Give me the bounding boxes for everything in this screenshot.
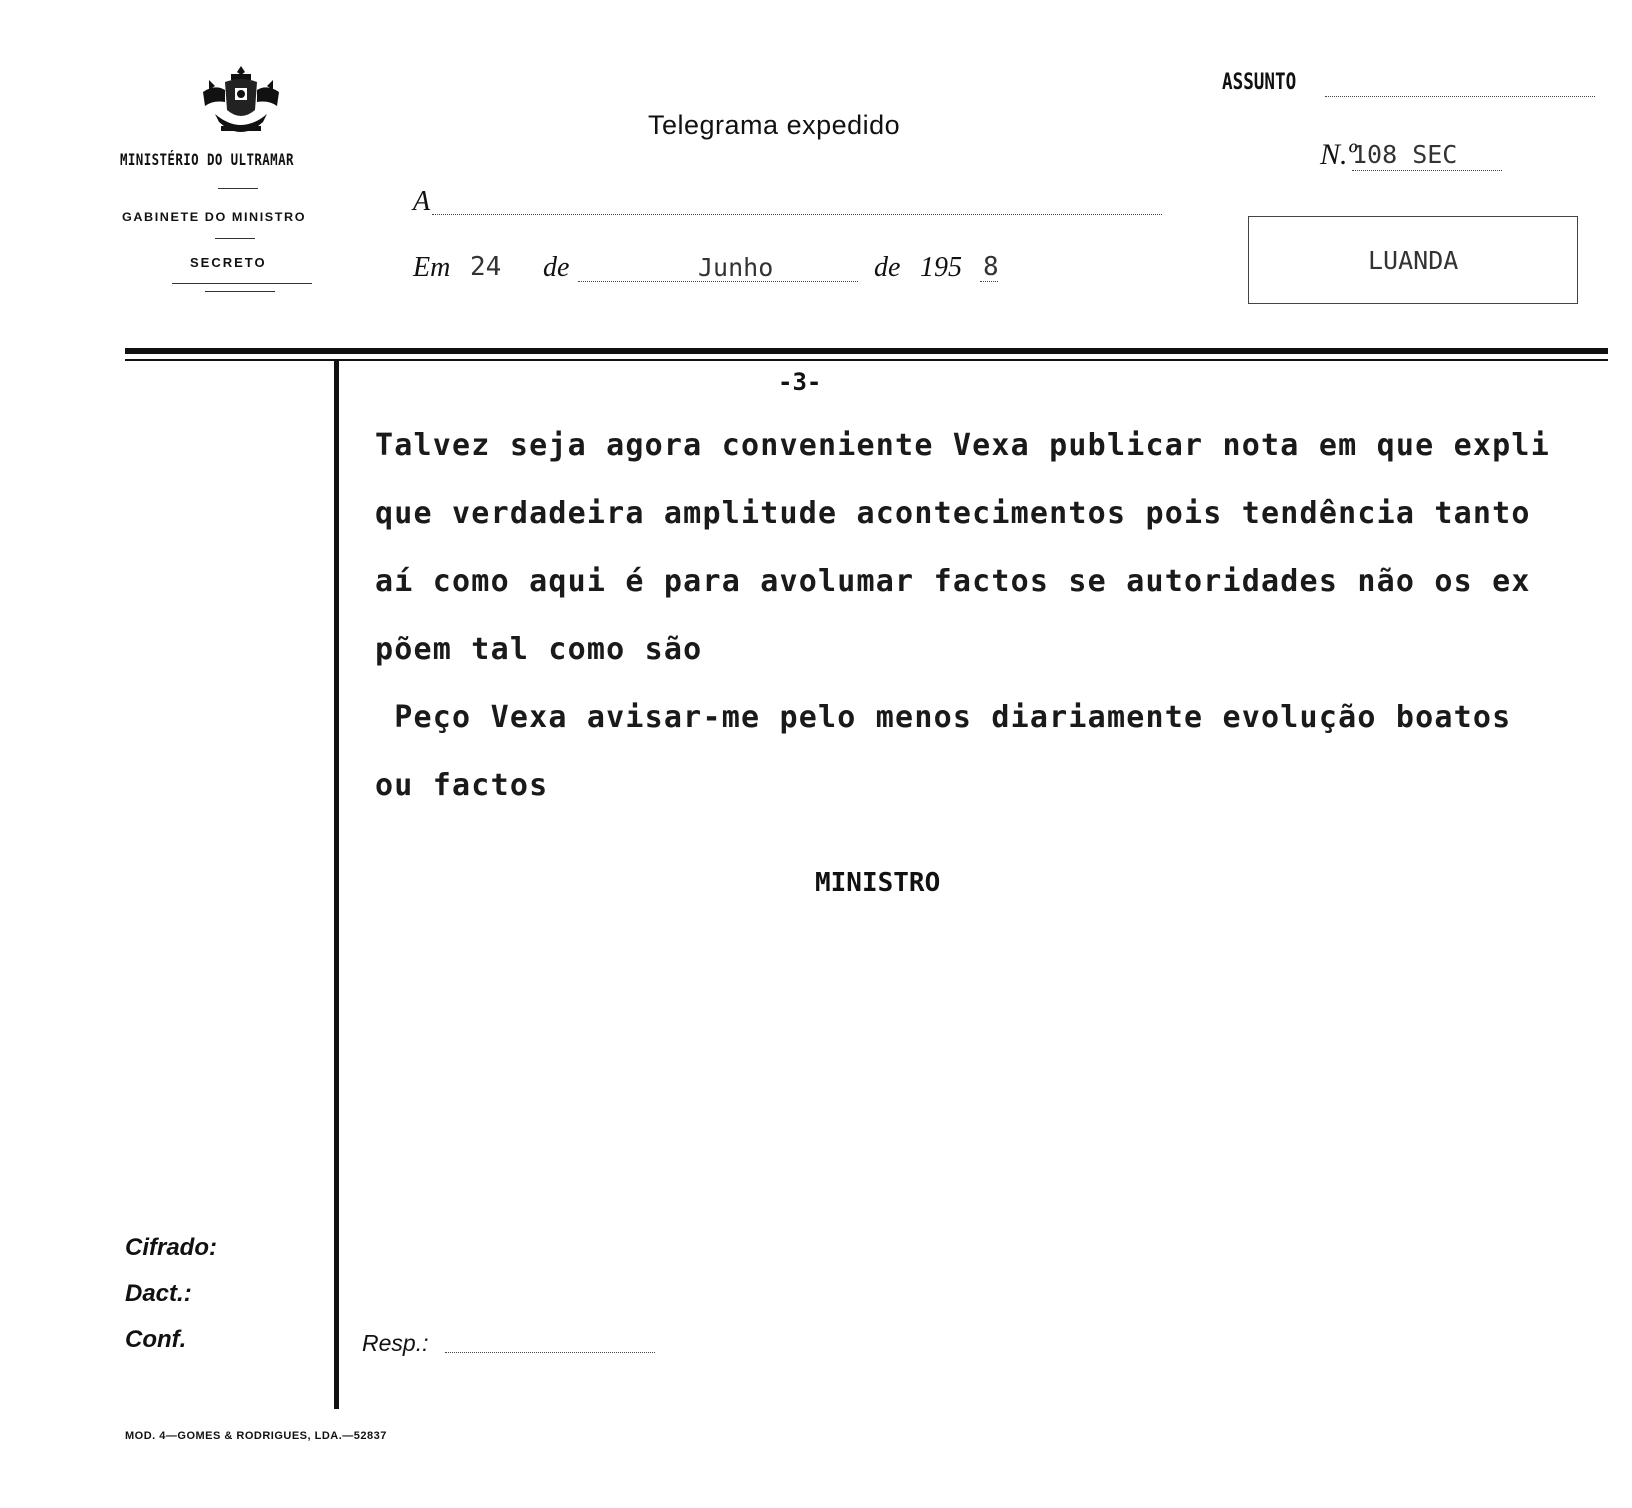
destination-text: LUANDA — [1368, 246, 1459, 275]
number-line — [1352, 170, 1502, 171]
number-label: N.º — [1320, 138, 1357, 171]
body-line: aí como aqui é para avolumar factos se autoridades não os ex — [375, 564, 1531, 599]
recipient-label: A — [413, 186, 431, 217]
body-line: ou factos — [375, 768, 549, 803]
page-number: -3- — [778, 368, 822, 396]
body-line: que verdadeira amplitude acontecimentos pois tendência tanto — [375, 496, 1531, 531]
year-line — [980, 281, 998, 282]
date-day: 24 — [470, 252, 502, 282]
coat-of-arms-icon — [195, 62, 287, 140]
conf-label: Conf. — [125, 1326, 187, 1353]
divider — [172, 283, 312, 284]
subject-line — [1325, 96, 1595, 97]
date-prefix: Em — [413, 252, 451, 283]
body-line: põem tal como são — [375, 632, 703, 667]
printer-imprint: MOD. 4—GOMES & RODRIGUES, LDA.—52837 — [125, 1430, 387, 1442]
cifrado-label: Cifrado: — [125, 1234, 217, 1261]
resp-line — [445, 1352, 655, 1353]
date-de-2: de — [874, 252, 901, 283]
date-year-suffix: 8 — [983, 252, 999, 282]
body-line: Peço Vexa avisar-me pelo menos diariamente evolução boatos — [375, 700, 1512, 735]
divider — [215, 238, 255, 239]
signature: MINISTRO — [815, 868, 941, 898]
number-value: 108 SEC — [1352, 140, 1458, 169]
divider — [218, 188, 258, 189]
header-rule-thin — [125, 359, 1608, 361]
subject-label: ASSUNTO — [1222, 70, 1297, 95]
resp-label: Resp.: — [362, 1330, 429, 1356]
cabinet-name: GABINETE DO MINISTRO — [122, 210, 307, 224]
ministry-name: MINISTÉRIO DO ULTRAMAR — [120, 150, 294, 169]
document-type-title: Telegrama expedido — [648, 110, 901, 140]
date-de-1: de — [543, 252, 570, 283]
margin-rule — [334, 361, 339, 1409]
date-month: Junho — [698, 253, 774, 282]
date-year-prefix: 195 — [920, 252, 962, 283]
dact-label: Dact.: — [125, 1280, 192, 1307]
divider — [205, 291, 275, 292]
body-line: Talvez seja agora conveniente Vexa publicar nota em que expli — [375, 428, 1550, 463]
classification-label: SECRETO — [190, 255, 267, 270]
header-rule-thick — [125, 348, 1608, 354]
recipient-line — [432, 214, 1162, 215]
